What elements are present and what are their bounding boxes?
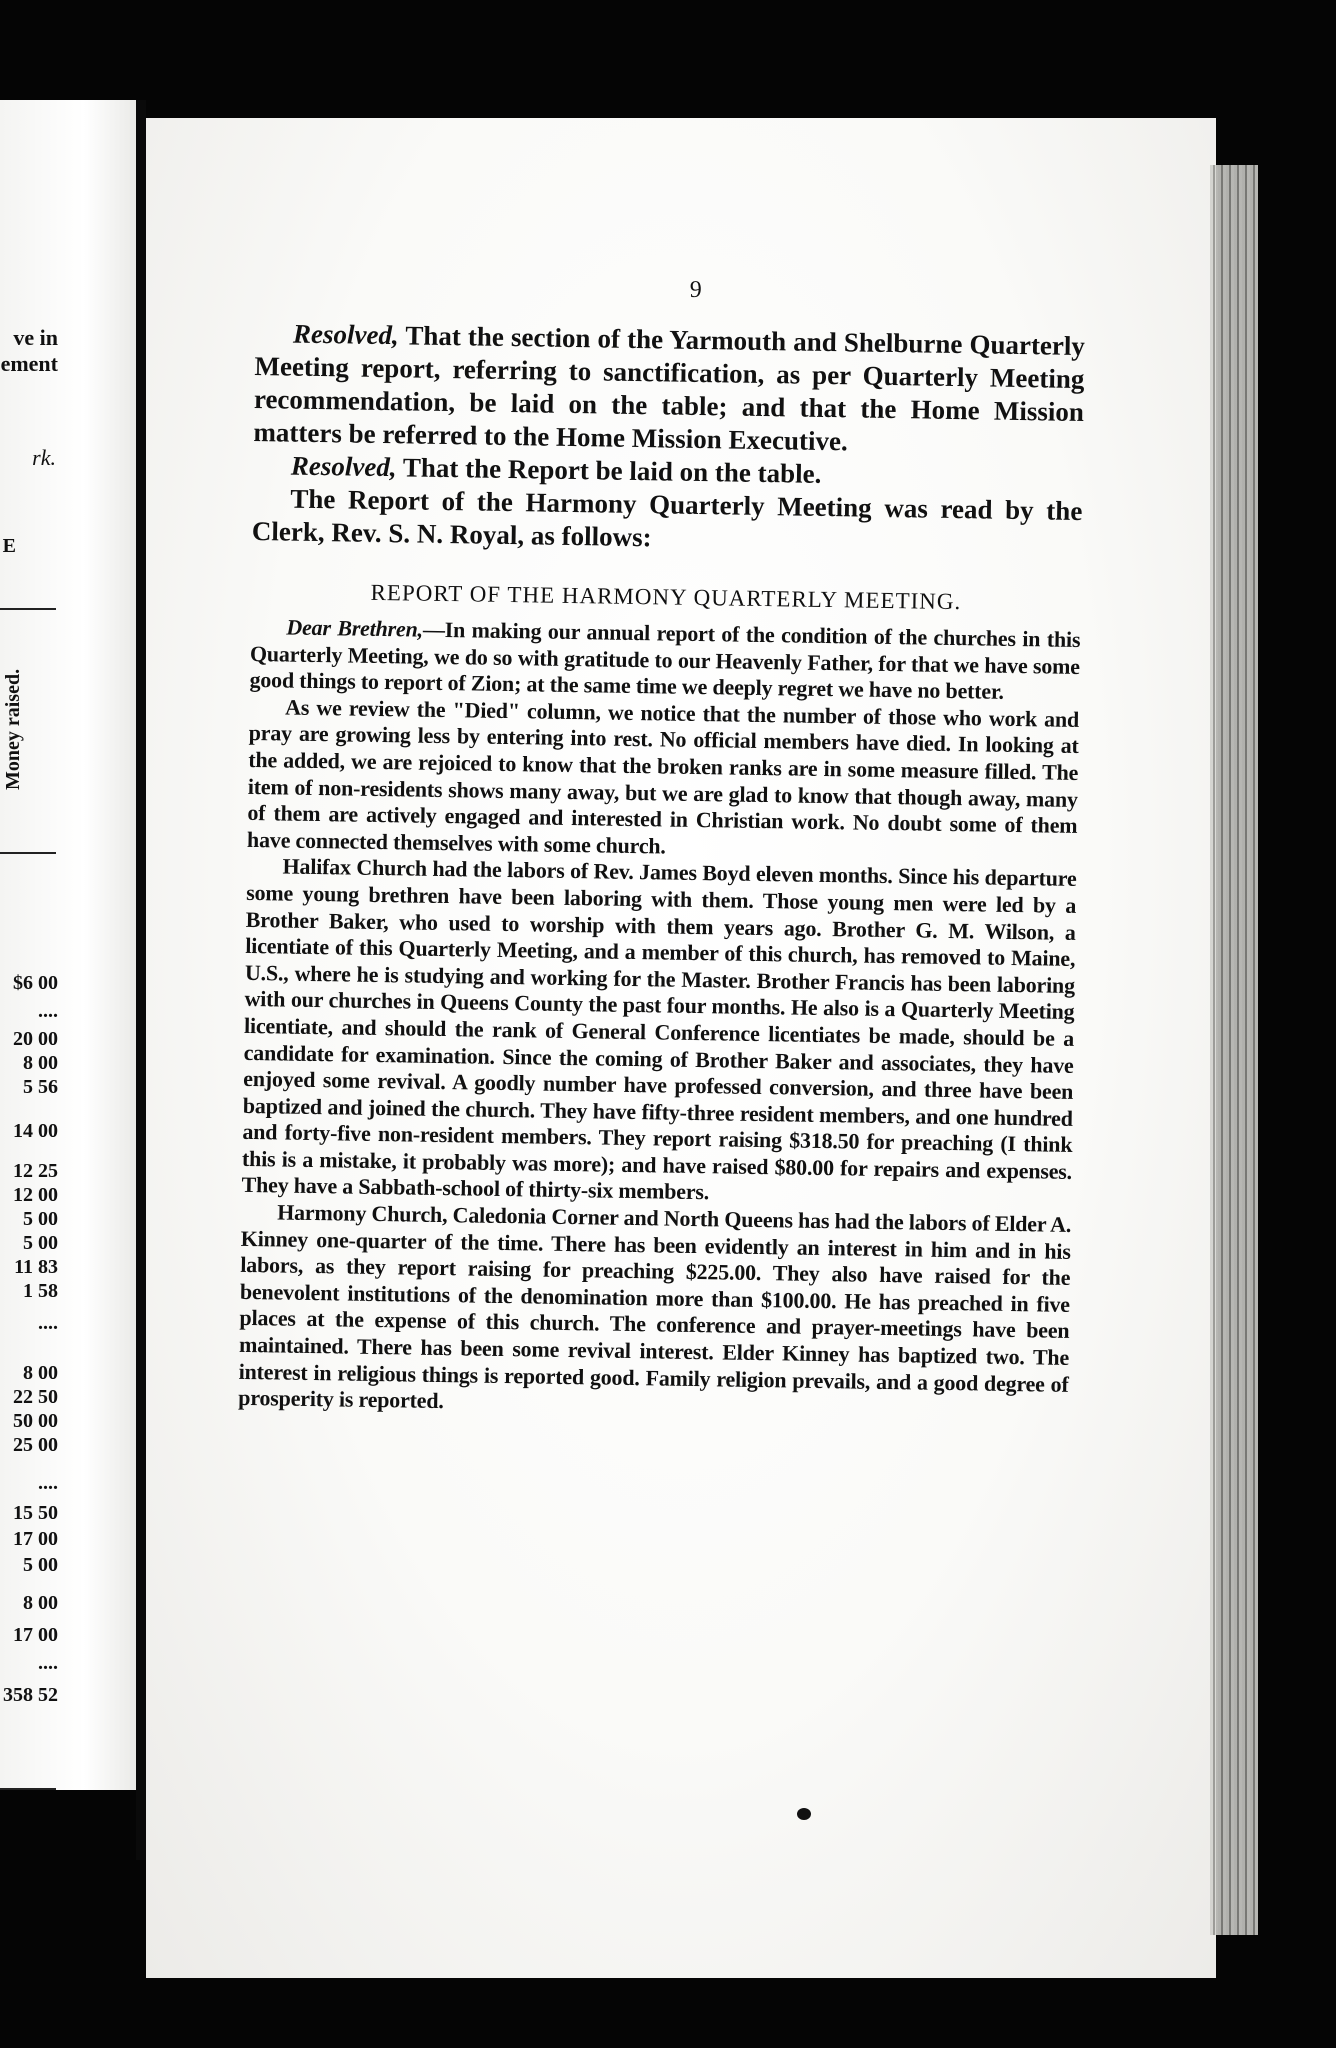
report-paragraph xyxy=(249,614,1080,707)
resolution-lead: Resolved, xyxy=(292,318,399,351)
left-rule xyxy=(0,1788,56,1790)
report-paragraph-text: As we review the "Died" column, we notice that the number of those who work and pray are growing less by entering into rest. No official members have died. In looking at the added, we are rejoiced to know that the broken ranks are in some measure filled. The item of non-residents shows many away, but we are glad to know that though away, many of them are actively engaged and interested in Christian work. No doubt some of them have connected themselves with some church. xyxy=(246,694,1080,859)
resolution-lead: Resolved, xyxy=(290,450,397,483)
ink-spot xyxy=(797,1808,811,1820)
report-paragraph xyxy=(238,1199,1071,1425)
money-amount: .... xyxy=(38,1312,58,1334)
money-amount: 1 58 xyxy=(23,1280,58,1302)
money-amount: 5 00 xyxy=(23,1208,58,1230)
money-amount: 8 00 xyxy=(23,1052,58,1074)
report-paragraph xyxy=(241,853,1076,1212)
money-amount: 5 00 xyxy=(23,1232,58,1254)
report-paragraph-text: Halifax Church had the labors of Rev. James Boyd eleven months. Since his departure some young brethren have been laboring with them. Those young men were led by a Brother Baker, who used to worship with them years ago. Brother G. M. Wilson, a licentiate of this Quarterly Meeting, and a member of this church, has removed to Maine, U.S., where he is studying and working for the Master. Brother Francis has been laboring with our churches in Queens County the past four months. He also is a Quarterly Meeting licentiate, and should the rank of General Conference licentiates be made, should be a candidate for examination. Since the coming of Brother Baker and associates, they have enjoyed some revival. A goodly number have professed conversion, and three have been baptized and joined the church. They have fifty-three resident members, and one hundred and forty-five non-resident members. They report raising $318.50 for preaching (I think this is a mistake, it probably was more); and have raised $80.00 for repairs and expenses. They have a Sabbath-school of thirty-six members. xyxy=(241,853,1077,1205)
money-amount: 17 00 xyxy=(13,1624,58,1646)
book-gutter xyxy=(136,100,146,1860)
intro-paragraph: The Report of the Harmony Quarterly Meeting was read by the Clerk, Rev. S. N. Royal, as follows: xyxy=(251,483,1083,553)
money-amount: 20 00 xyxy=(13,1028,58,1050)
left-fragment: ve in xyxy=(13,325,58,350)
money-amount: 25 00 xyxy=(13,1434,58,1456)
resolution-text: That the section of the Yarmouth and Shelburne Quarterly Meeting report, referring to sanctification, as per Quarterly Meeting recommendation, be laid on the table; and that the Home Mission matters be referred to the Home Mission Executive. xyxy=(253,320,1086,457)
left-rule xyxy=(0,608,56,610)
money-amount: 12 25 xyxy=(13,1160,58,1182)
left-rule xyxy=(0,852,56,854)
money-amount: .... xyxy=(38,1000,58,1022)
money-amount: 358 52 xyxy=(3,1684,58,1706)
money-raised-label: Money raised. xyxy=(2,668,24,790)
money-amount: 12 00 xyxy=(13,1184,58,1206)
left-fragment: ement xyxy=(0,351,58,376)
money-amount: $6 00 xyxy=(13,972,58,994)
page-content xyxy=(238,270,1086,1425)
money-amount: 17 00 xyxy=(13,1528,58,1550)
page-edge xyxy=(1210,165,1258,1935)
money-amount: 8 00 xyxy=(23,1592,58,1614)
left-fragment: rk. xyxy=(32,445,56,470)
money-amount: 5 00 xyxy=(23,1554,58,1576)
report-paragraph-text: —In making our annual report of the condition of the churches in this Quarterly Meeting, we do so with gratitude to our Heavenly Father, for that we have some good things to report of Zion; at the same time we deeply regret we have no better. xyxy=(249,616,1081,704)
money-amount: .... xyxy=(38,1652,58,1674)
money-amount: .... xyxy=(38,1472,58,1494)
money-amount: 11 83 xyxy=(14,1256,58,1278)
report-body xyxy=(238,614,1080,1425)
money-amount: 50 00 xyxy=(13,1410,58,1432)
money-amount: 15 50 xyxy=(13,1502,58,1524)
resolution-paragraph xyxy=(253,317,1085,462)
report-paragraph xyxy=(247,694,1079,867)
resolution-text: That the Report be laid on the table. xyxy=(402,452,822,489)
money-amount: 22 50 xyxy=(13,1386,58,1408)
salutation: Dear Brethren, xyxy=(286,614,424,642)
left-fragment: E xyxy=(2,535,16,557)
money-amount: 5 56 xyxy=(23,1076,58,1098)
page-number: 9 xyxy=(689,276,702,304)
money-amount: 14 00 xyxy=(13,1120,58,1142)
left-facing-page xyxy=(0,100,140,1790)
report-paragraph-text: Harmony Church, Caledonia Corner and North Queens has had the labors of Elder A. Kinney one-quarter of the time. There has been evidently an interest in him and in his labors, as they report raising for preaching $225.00. They also have raised for the benevolent institutions of the denomination more than $100.00. He has preached in five places at the expense of this church. The conference and prayer-meetings have been maintained. There has been some revival interest. Elder Kinney has baptized two. The interest in religious things is reported good. Family religion prevails, and a good degree of prosperity is reported. xyxy=(238,1199,1072,1414)
money-amount: 8 00 xyxy=(23,1362,58,1384)
report-title: REPORT OF THE HARMONY QUARTERLY MEETING. xyxy=(370,579,962,615)
